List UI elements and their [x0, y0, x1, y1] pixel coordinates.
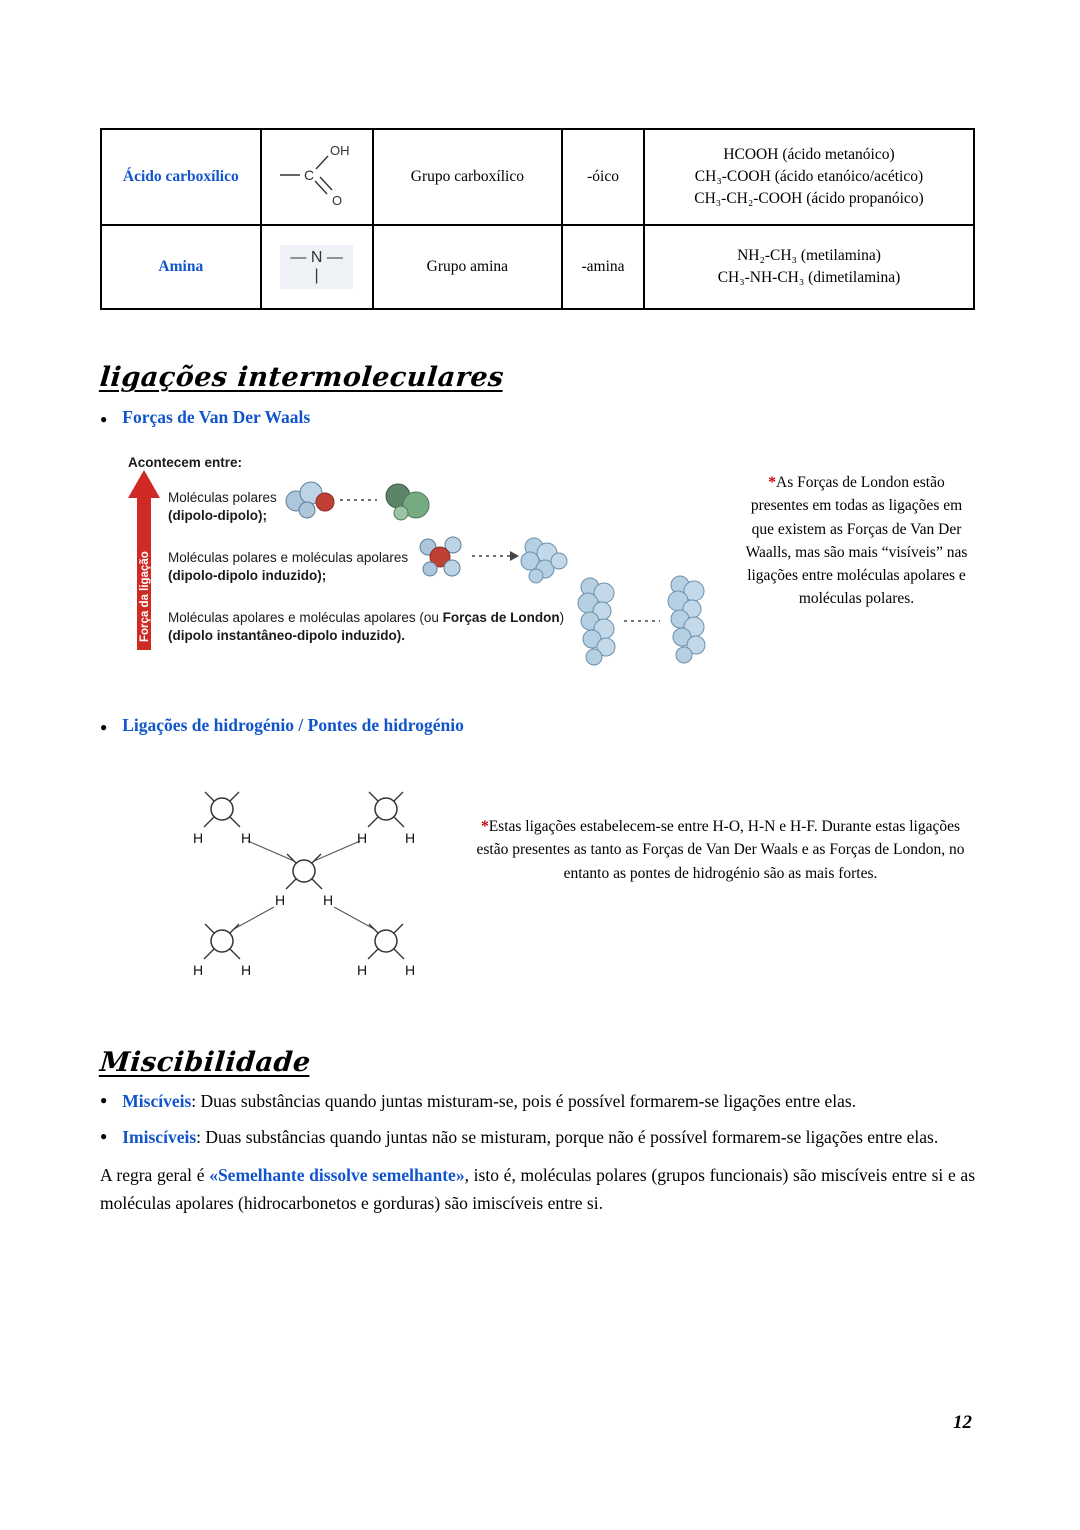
- hydrogen-label: H: [404, 962, 416, 978]
- vdw-figure-row: [100, 455, 975, 693]
- arrow-axis-label: Força da ligação: [139, 551, 151, 642]
- hydrogen-label: H: [240, 962, 252, 978]
- hbond-note-asterisk: *: [480, 818, 489, 835]
- vdw-item3-bold-b: (dipolo instantâneo-dipolo induzido).: [168, 627, 405, 643]
- bullet-icon: ●: [100, 1093, 108, 1107]
- table-row-amine: [101, 225, 974, 309]
- amine-structure-diagram: [280, 245, 352, 290]
- rule-text-b: , isto é, moléculas polares (grupos funcionais) são miscíveis entre si e as moléculas apolares (hidrocarbonetos e gorduras) são imiscíveis entre si.: [100, 1164, 976, 1213]
- vdw-caption: Acontecem entre:: [128, 455, 243, 470]
- vdw-item-london: [168, 609, 598, 644]
- hydrogen-label: H: [404, 830, 416, 846]
- bullet-hydrogen-bonds: [100, 715, 975, 739]
- hydrogen-label: H: [356, 830, 368, 846]
- example-line: CH₃-NH-CH₃ (dimetilamina): [717, 269, 901, 286]
- hydrogen-label: H: [192, 830, 204, 846]
- carboxylic-acid-label: Ácido carboxílico: [122, 168, 239, 185]
- cell-suffix: -óico: [562, 129, 644, 225]
- table-row-carboxylic-acid: [101, 129, 974, 225]
- section-title-intermolecular-bonds: ligações intermoleculares: [98, 362, 506, 393]
- cell-examples: [644, 129, 974, 225]
- vdw-item3-text-a: Moléculas apolares e moléculas apolares (ou: [168, 610, 443, 626]
- cell-group-name: [101, 129, 261, 225]
- amine-bottom: |: [314, 267, 319, 284]
- london-note-asterisk: *: [768, 474, 776, 491]
- cell-structure: [261, 225, 373, 309]
- hydrogen-label: H: [356, 962, 368, 978]
- vdw-item3-text-b: ): [559, 610, 565, 626]
- bullet-icon: ●: [100, 1129, 108, 1144]
- hbond-note-text: Estas ligações estabelecem-se entre H-O, H-N e H-F. Durante estas ligações estão presentes as tanto as Forças de Van Der Waals e as Forças de London, no entanto as pontes de hidrogénio são as mais fortes.: [476, 818, 965, 882]
- example-line: HCOOH (ácido metanóico): [723, 146, 895, 163]
- page-number: 12: [953, 1412, 972, 1433]
- london-note-text: As Forças de London estão presentes em todas as ligações em que existem as Forças de Van Der Waalls, mas são mais “visíveis” nas ligações entre moléculas apolares e moléculas polares.: [745, 474, 968, 608]
- vdw-item1-bold: (dipolo-dipolo);: [168, 507, 267, 523]
- hydrogen-bond-figure: [136, 759, 448, 993]
- carboxyl-structure-diagram: [274, 143, 360, 207]
- bullet-vdw-forces: [100, 407, 975, 431]
- immiscible-item: [100, 1124, 975, 1150]
- vdw-item1-text: Moléculas polares: [168, 490, 277, 505]
- cell-suffix: -amina: [562, 225, 644, 309]
- hydrogen-label: H: [192, 962, 204, 978]
- hydrogen-label: H: [274, 892, 286, 908]
- miscible-item: [100, 1088, 975, 1114]
- immiscible-term: Imiscíveis: [122, 1127, 197, 1148]
- amine-label: Amina: [158, 258, 204, 275]
- london-note: [738, 455, 975, 693]
- cell-group: Grupo carboxílico: [373, 129, 563, 225]
- carbon-label: C: [303, 166, 314, 183]
- hydroxyl-label: OH: [329, 142, 350, 158]
- bullet-icon: ●: [100, 412, 108, 426]
- hbond-figure-row: [100, 759, 975, 993]
- bond-strength-arrow: [128, 470, 160, 650]
- hydrogen-bonds-label: Ligações de hidrogénio / Pontes de hidrogénio: [122, 715, 464, 735]
- hbond-note: [448, 759, 975, 993]
- bullet-icon: ●: [100, 720, 108, 734]
- vdw-item3-bold-a: Forças de London: [442, 610, 560, 626]
- vdw-item2-bold: (dipolo-dipolo induzido);: [168, 567, 327, 583]
- vdw-item2-text: Moléculas polares e moléculas apolares: [168, 550, 409, 566]
- immiscible-text: : Duas substâncias quando juntas não se misturam, porque não é possível formarem-se ligações entre elas.: [196, 1127, 939, 1148]
- functional-groups-table: [100, 128, 975, 310]
- cell-structure: [261, 129, 373, 225]
- miscible-term: Miscíveis: [122, 1091, 192, 1111]
- section-title-miscibility: Miscibilidade: [98, 1047, 312, 1078]
- molecule-induced-pair: [418, 527, 570, 587]
- example-line: CH₃-CH₂-COOH (ácido propanóico): [694, 190, 924, 207]
- miscible-text: : Duas substâncias quando juntas misturam-se, pois é possível formarem-se ligações entre elas.: [191, 1091, 857, 1111]
- cell-group-name: [101, 225, 261, 309]
- amine-top: — N —: [290, 248, 343, 266]
- oxygen-label: O: [331, 192, 342, 207]
- cell-examples: [644, 225, 974, 309]
- hydrogen-label: H: [240, 830, 252, 846]
- molecule-polar-pair: [280, 473, 450, 525]
- general-rule-paragraph: [100, 1161, 975, 1217]
- rule-text-a: A regra geral é: [100, 1164, 210, 1185]
- hydrogen-label: H: [322, 892, 334, 908]
- cell-group: Grupo amina: [373, 225, 563, 309]
- example-line: NH₂-CH₃ (metilamina): [737, 247, 881, 264]
- example-line: CH₃-COOH (ácido etanóico/acético): [694, 168, 924, 185]
- molecule-london-pair: [560, 569, 736, 677]
- vdw-forces-label: Forças de Van Der Waals: [122, 407, 311, 427]
- vdw-figure: [128, 455, 738, 693]
- rule-quote: «Semelhante dissolve semelhante»: [209, 1164, 465, 1185]
